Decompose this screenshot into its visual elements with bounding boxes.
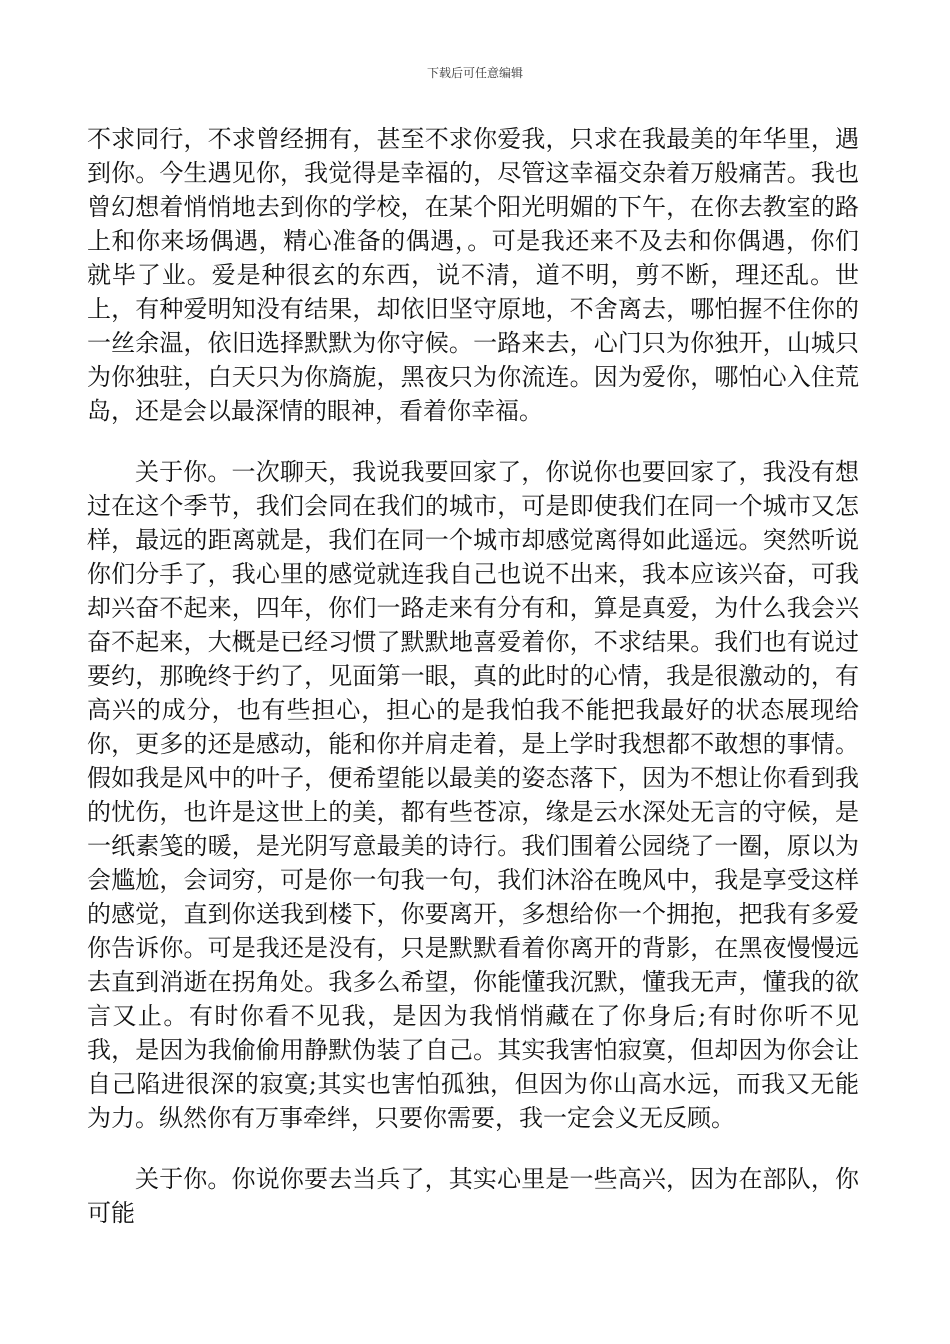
paragraph-2: 关于你。一次聊天，我说我要回家了，你说你也要回家了，我没有想过在这个季节，我们会同在我们的城市，可是即使我们在同一个城市又怎样，最远的距离就是，我们在同一个城市却感觉离得如此遥远。突然听说你们分手了，我心里的感觉就连我自己也说不出来，我本应该兴奋，可我却兴奋不起来，四年，你们一路走来有分有和，算是真爱，为什么我会兴奋不起来，大概是已经习惯了默默地喜爱着你，不求结果。我们也有说过要约，那晚终于约了，见面第一眼，真的此时的心情，我是很激动的，有高兴的成分，也有些担心，担心的是我怕我不能把我最好的状态展现给你，更多的还是感动，能和你并肩走着，是上学时我想都不敢想的事情。假如我是风中的叶子，便希望能以最美的姿态落下，因为不想让你看到我的忧伤，也许是这世上的美，都有些苍凉，缘是云水深处无言的守候，是一纸素笺的暖，是光阴写意最美的诗行。我们围着公园绕了一圈，原以为会尴尬，会词穷，可是你一句我一句，我们沐浴在晚风中，我是享受这样的感觉，直到你送我到楼下，你要离开，多想给你一个拥抱，把我有多爱你告诉你。可是我还是没有，只是默默看着你离开的背影，在黑夜慢慢远去直到消逝在拐角处。我多么希望，你能懂我沉默，懂我无声，懂我的欲言又止。有时你看不见我，是因为我悄悄藏在了你身后;有时你听不见我，是因为我偷偷用静默伪装了自己。其实我害怕寂寞，但却因为你会让自己陷进很深的寂寞;其实也害怕孤独，但因为你山高水远，而我又无能为力。纵然你有万事牵绊，只要你需要，我一定会义无反顾。 bbox=[87, 458, 859, 1132]
paragraph-1: 不求同行，不求曾经拥有，甚至不求你爱我，只求在我最美的年华里，遇到你。今生遇见你，我觉得是幸福的，尽管这幸福交杂着万般痛苦。我也曾幻想着悄悄地去到你的学校，在某个阳光明媚的下午，在你去教室的路上和你来场偶遇，精心准备的偶遇，。可是我还来不及去和你偶遇，你们就毕了业。爱是种很玄的东西，说不清，道不明，剪不断，理还乱。世上，有种爱明知没有结果，却依旧坚守原地，不舍离去，哪怕握不住你的一丝余温，依旧选择默默为你守候。一路来去，心门只为你独开，山城只为你独驻，白天只为你旖旎，黑夜只为你流连。因为爱你，哪怕心入住荒岛，还是会以最深情的眼神，看着你幸福。 bbox=[87, 125, 859, 425]
document-body bbox=[87, 122, 859, 1257]
paragraph-3: 关于你。你说你要去当兵了，其实心里是一些高兴，因为在部队，你可能 bbox=[87, 1165, 859, 1227]
page-header: 下载后可任意编辑 bbox=[426, 66, 523, 80]
